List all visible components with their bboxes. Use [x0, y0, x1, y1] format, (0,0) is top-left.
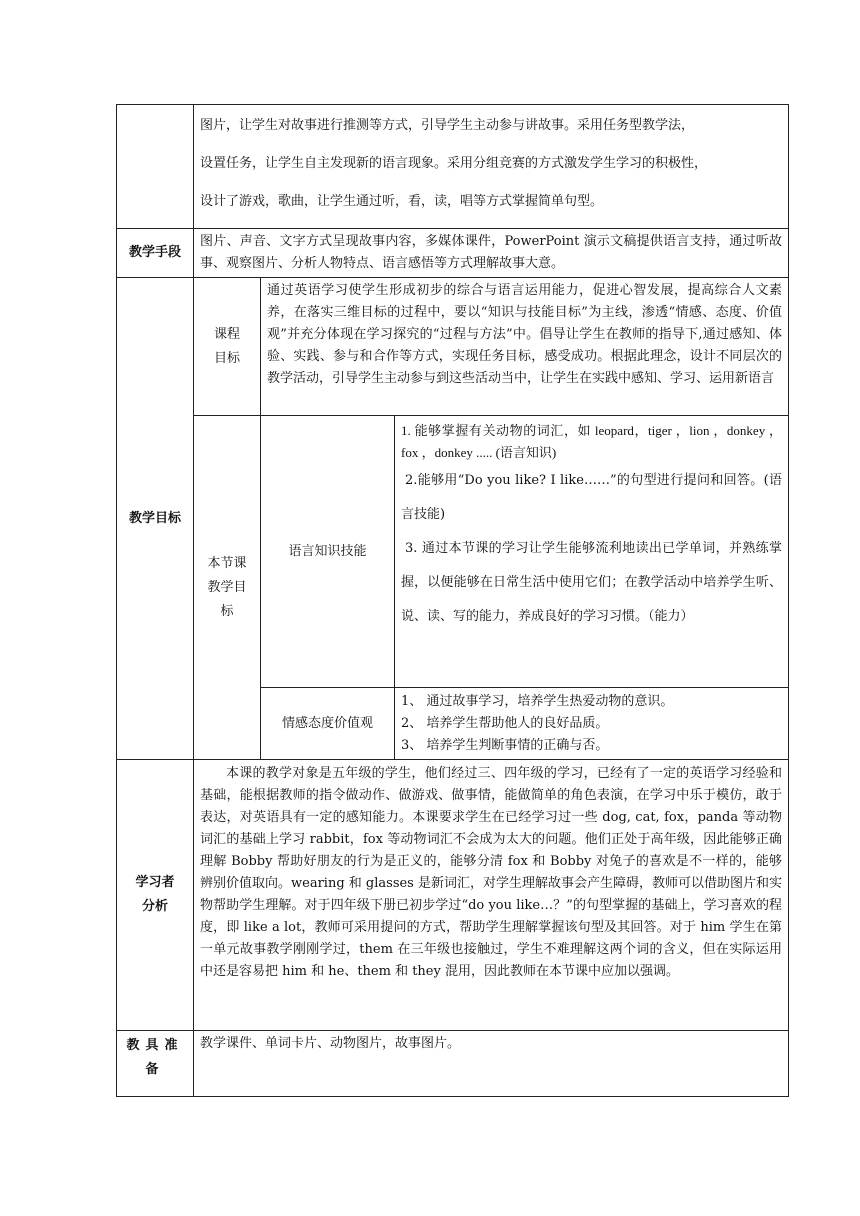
emotion-item: 2、 培养学生帮助他人的良好品质。	[401, 716, 609, 731]
course-objective-row	[117, 278, 789, 416]
skill-objective-row	[117, 416, 789, 688]
learner-row	[117, 760, 789, 1031]
intro-label-cell	[117, 105, 194, 229]
learner-paragraph: 本课的教学对象是五年级的学生，他们经过三、四年级的学习，已经有了一定的英语学习经验和基础，能根据教师的指令做动作、做游戏、做事情，能做简单的角色表演，在学习中乐于模仿，敢于表达，对英语具有一定的感知能力。本课要求学生在已经学习过一些 dog, cat, fox，panda 等动物词汇的基础上学习 rabbit，fox 等动物词汇不会成为太大的问题。他们正处于高年级，因此能够正确理解 Bobby 帮助好朋友的行为是正义的，能够分清 fox 和 Bobby 对兔子的喜欢是不一样的，能够辨别价值取向。wearing 和 glasses 是新词汇，对学生理解故事会产生障碍，教师可以借助图片和实物帮助学生理解。对于四年级下册已初步学过“do you like…？”的句型掌握的基础上，学习喜欢的程度，即 like a lot，教师可采用提问的方式，帮助学生理解掌握该句型及其回答。对于 him 学生在第一单元故事教学刚刚学过，them 在三年级也接触过，学生不难理解这两个词的含义，但在实际运用中还是容易把 him 和 he、them 和 they 混用，因此教师在本节课中应加以强调。	[200, 766, 783, 979]
skill-item: 2.能够用“Do you like? I like……”的句型进行提问和回答。(语言技能)	[401, 473, 783, 522]
course-objective-text: 通过英语学习使学生形成初步的综合与语言运用能力，促进心智发展，提高综合人文素养，在落实三维目标的过程中，要以“知识与技能目标”为主线，渗透“情感、态度、价值观”并充分体现在学习探究的“过程与方法”中。倡导让学生在教师的指导下,通过感知、体验、实践、参与和合作等方式，实现任务目标，感受成功。根据此理念，设计不同层次的教学活动，引导学生主动参与到这些活动当中，让学生在实践中感知、学习、运用新语言	[261, 278, 789, 416]
objectives-label: 教学目标	[117, 278, 194, 760]
skill-item: 1. 能够掌握有关动物的词汇，如 leopard，tiger ，lion ，donkey ，fox ，donkey ..... (语言知识)	[401, 423, 783, 460]
means-text: 图片、声音、文字方式呈现故事内容，多媒体课件，PowerPoint 演示文稿提供语言支持，通过听故事、观察图片、分析人物特点、语言感悟等方式理解故事大意。	[194, 229, 789, 278]
course-objective-label: 课程目标	[194, 278, 261, 416]
intro-row	[117, 105, 789, 229]
emotion-item: 1、 通过故事学习，培养学生热爱动物的意识。	[401, 694, 674, 709]
lesson-objective-label: 本节课教学目标	[194, 416, 261, 760]
tools-label: 教具准备	[117, 1031, 194, 1097]
skill-label: 语言知识技能	[261, 416, 395, 688]
learner-text	[194, 760, 789, 1031]
intro-line: 设计了游戏，歌曲，让学生通过听，看，读，唱等方式掌握简单句型。	[200, 194, 604, 209]
skill-items	[395, 416, 789, 688]
emotion-item: 3、 培养学生判断事情的正确与否。	[401, 738, 609, 753]
intro-line: 图片，让学生对故事进行推测等方式，引导学生主动参与讲故事。采用任务型教学法，	[200, 118, 695, 133]
tools-row	[117, 1031, 789, 1097]
means-label: 教学手段	[117, 229, 194, 278]
intro-text-cell	[194, 105, 789, 229]
intro-line: 设置任务，让学生自主发现新的语言现象。采用分组竞赛的方式激发学生学习的积极性，	[200, 156, 708, 171]
skill-item: 3. 通过本节课的学习让学生能够流利地读出已学单词，并熟练掌握，以便能够在日常生活中使用它们；在教学活动中培养学生听、说、读、写的能力，养成良好的学习习惯。（能力）	[401, 541, 783, 624]
emotion-label: 情感态度价值观	[261, 688, 395, 760]
emotion-items	[395, 688, 789, 760]
lesson-plan-table	[116, 104, 789, 1097]
tools-text: 教学课件、单词卡片、动物图片，故事图片。	[194, 1031, 789, 1097]
learner-label: 学习者分析	[117, 760, 194, 1031]
means-row	[117, 229, 789, 278]
